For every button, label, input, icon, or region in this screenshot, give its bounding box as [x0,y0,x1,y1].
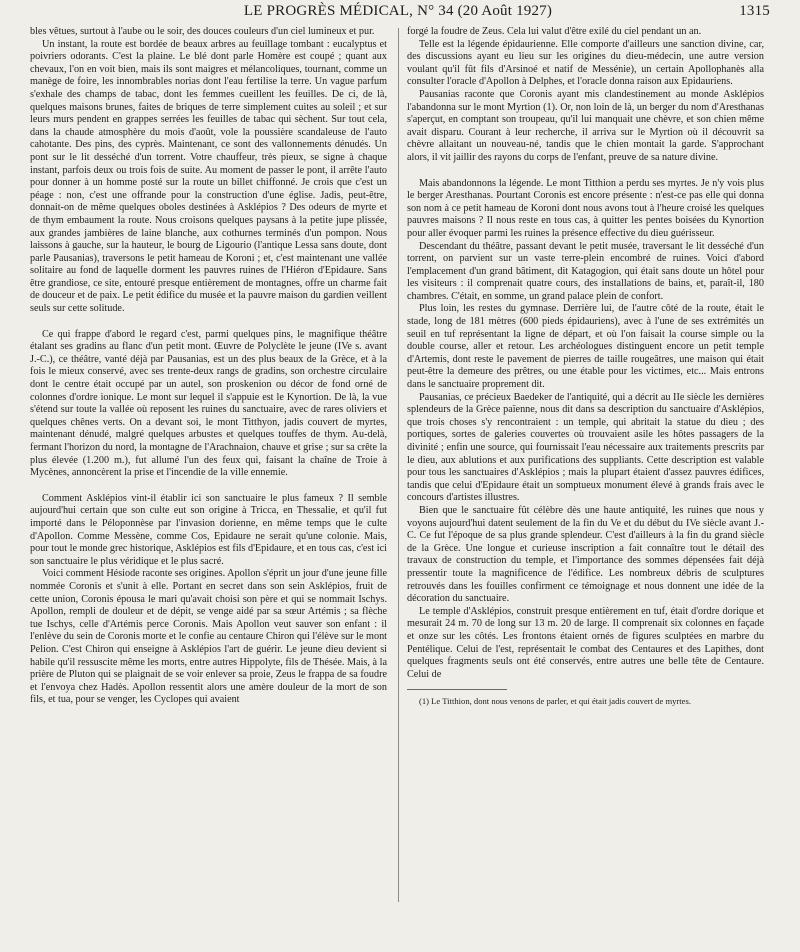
paragraph: Pausanias, ce précieux Baedeker de l'antiquité, qui a décrit au IIe siècle les dernières splendeurs de la Grèce païenne, nous dit dans sa description du sanctuaire d'Asklépios, que trois choses s'y rencontraient : un temple, qui abritait la statue du dieu ; des portiques, sortes de galeries couvertes où trouvaient asile les hôtes passagers de la divinité ; enfin une source, qui fournissait l'eau nécessaire aux traitements prescrits par le dieu, aux ablutions et aux purifications des suppliants. Cette description est valable pour tous les sanctuaires d'Asklépios ; mais la plupart étaient d'assez pauvres édifices, tandis que celui d'Epidaure était un somptueux monument élevé à grands frais avec le concours d'artistes illustres. [407,391,764,504]
footnote: (1) Le Titthion, dont nous venons de parler, et qui était jadis couvert de myrtes. [419,696,691,707]
paragraph: Mais abandonnons la légende. Le mont Titthion a perdu ses myrtes. Je n'y vois plus le berger Aresthanas. Pourtant Coronis est encore présente : n'est-ce pas elle qui donna son nom à ce petit hameau de Koroni dont nous avons tout à l'heure croisé les quelques pauvres maisons ? Il nous reste en tous cas, à quitter les pentes boisées du Kynortion pour aller évoquer parmi les ruines la présence effective du dieu guérisseur. [407,177,764,239]
paragraph: Telle est la légende épidaurienne. Elle comporte d'ailleurs une sanction divine, car, des discussions ayant eu lieu sur les origines du dieu-médecin, une autre version voulant qu'il fût fils d'Arsinoé et natif de Messénie), un certain Apollophanès alla consulter l'oracle d'Apollon à Delphes, et l'oracle donna raison aux Epidauriens. [407,38,764,88]
paragraph: Descendant du théâtre, passant devant le petit musée, traversant le lit desséché d'un torrent, on parvient sur un vaste terre-plein encombré de ruines. Voici d'abord l'emplacement d'un grand bâtiment, dit Katagogion, qui était sans doute un hôtel pour les visiteurs : il comprenait quatre cours, des installations de bains, et, paraît-il, 180 chambres. C'était, en somme, un grand palace plein de confort. [407,240,764,302]
right-column-paragraphs [407,26,764,681]
page-number: 1315 [739,3,770,19]
paragraph: bles vêtues, surtout à l'aube ou le soir, des douces couleurs d'un ciel lumineux et pur. [30,26,375,37]
paragraph: Plus loin, les restes du gymnase. Derrière lui, de l'autre côté de la route, était le stade, long de 181 mètres (600 pieds épidauriens), avec à l'une de ses extrémités un seuil en tuf représentant la ligne de départ, et où l'on faisait la course simple ou la double course, aller et retour. Les archéologues distinguent encore un petit temple d'Artemis, dont reste le pavement de pierres de taille rougeâtres, une maison qui était peut-être la demeure des prêtres, ou une étable pour les victimes, etc... Mais entrons dans le sanctuaire proprement dit. [407,303,764,391]
left-column [30,26,387,952]
paragraph: Ce qui frappe d'abord le regard c'est, parmi quelques pins, le magnifique théâtre étalant ses gradins au flanc d'un petit mont. Œuvre de Polyclète le jeune (IVe s. avant J.-C.), ce théâtre, vanté déjà par Pausanias, est un des plus beaux de la Grèce, et à la fois le mieux conservé, avec ses trente-deux rangs de gradins, son orchestre circulaire dont le centre était occupé par un autel, son proskenion ou décor de fond orné de colonnes d'ordre ionique. Le mont sur lequel il s'appuie est le Kynortion. De là, la vue s'étend sur toute la vallée où reposent les ruines du sanctuaire, avec de rares oliviers et quelques chênes verts. On a devant soi, le mont Titthyon, jadis couvert de myrtes, maintenant dénudé, malgré quelques arbustes et quelques touffes de thym. Au-delà, fermant l'horizon du nord, la montagne de l'Arachnaion, chauve et grise ; sur sa crête la plus élevée (1.200 m.), fut allumé l'un des feux qui, faisant la chaîne de Troie à Mycènes, annoncèrent la prise et l'incendie de la ville ennemie. [30,328,387,479]
paragraph: Voici comment Hésiode raconte ses origines. Apollon s'éprit un jour d'une jeune fille nommée Coronis et s'unit à elle. Portant en secret dans son sein Asklépios, fruit de cette union, Coronis épousa le mari qu'avait choisi son père et qui se nommait Ischys. Apollon, rempli de douleur et de dépit, se venge aidé par sa sœur Artémis ; sa flèche tue Ischys, celle d'Artémis perce Coronis. Mais Apollon veut sauver son enfant : il l'enlève du sein de Coronis morte et le confie au centaure Chiron qui l'élève sur le mont Pelion. C'est Chiron qui enseigne à Asklépios l'art de guérir. Le jeune dieu devient si habile qu'il ressuscite même les morts, entre autres Hippolyte, fils de Thésée. Mais, à la prière de Pluton qui se plaignait de se voir enlever sa proie, Zeus le frappa de sa foudre et l'envoya chez Hadès. Apollon ressentit alors une amère douleur de la mort de son fils, et tua, pour se venger, les Cyclopes qui avaient [30,568,387,706]
paragraph: Comment Asklépios vint-il établir ici son sanctuaire le plus fameux ? Il semble aujourd'hui certain que son culte eut son origine à Tricca, en Thessalie, et qu'il fut importé dans le Péloponnèse par l'invasion dorienne, en même temps que le culte d'Apollon. Comme Messène, comme Cos, Epidaure ne serait qu'une colonie. Mais, pour tout le monde grec historique, Asklépios est fils d'Epidaure, et en tous cas, c'est ici son sanctuaire le plus véridique et le plus sacré. [30,492,387,567]
paragraph: Bien que le sanctuaire fût célèbre dès une haute antiquité, les ruines que nous y voyons aujourd'hui datent seulement de la fin du Ve et du début du IVe siècle avant J.-C. Ce fut l'époque de sa plus grande splendeur. C'est d'ailleurs à la fin du grand siècle de la Grèce. Une longue et curieuse inscription a fait connaître tout le détail des travaux de construction du temple, et l'importance des sommes dépensées fait déjà pressentir toute la magnificence de l'édifice. Les nombreux débris de sculptures retrouvés dans les fouilles confirment ce témoignage et nous donnent une idée de la décoration du sanctuaire. [407,504,764,605]
paragraph: Pausanias raconte que Coronis ayant mis clandestinement au monde Asklépios l'abandonna sur le mont Myrtion (1). Or, non loin de là, un berger du nom d'Aresthanas s'aperçut, en comptant son troupeau, qu'il lui manquait une chèvre, et son chien même avait disparu. Courant à leur recherche, il arriva sur le Myrtion où il découvrit sa chèvre allaitant un nouveau-né, tandis que le chien montait la garde. S'approchant alors, il vit jaillir des rayons du corps de l'enfant, preuve de sa nature divine. [407,88,764,163]
footnote-divider [407,689,507,690]
paragraph: Un instant, la route est bordée de beaux arbres au feuillage tombant : eucalyptus et poivriers odorants. C'est la plaine. Le blé dont parle Homère est coupé ; quant aux chevaux, l'on en voit bien, mais ils sont maigres et mélancoliques, tournant, comme un manège de foire, les innombrables norias dont l'eau fertilise la terre. Un vague parfum s'exhale des champs de tabac, dont les femmes cueillent les feuilles. De ci, de là, quelques maisons brunes, faites de briques de terre simplement cuites au soleil ; et sur leurs murs pendent en grappes serrées les feuilles de tabac qui sèchent. Sur tout cela, dans la chaude atmosphère du mois d'août, vole la poussière scandaleuse de l'auto cahotante. Des pins, des cyprès. Maintenant, ce sont des vallonnements dénudés. Un pont sur le lit desséché d'un torrent. Votre chauffeur, très pieux, se signe à chaque instant, parfois deux ou trois fois de suite. Au moment de passer le pont, il arrête l'auto pour donner à un homme posté sur la route un billet chiffonné. Je crois que c'est un péage : non, c'est une offrande pour la construction d'une église. Jadis, peut-être, donnait-on de même quelques oboles destinées à Asklépios ? Des odeurs de myrte et de thym embaument la route. Nous croisons quelques paysans à la petite jupe plissée, aux grandes jambières de laine blanche, aux cothurnes terminés d'un pompon. Nous laissons à gauche, sur la hauteur, le bourg de Ligourio (l'antique Lessa sans doute, dont parle Pausanias), traversons le petit hameau de Koroni ; et, c'est maintenant une vallée solitaire au fond de laquelle dorment les pauvres ruines de l'Hiéron d'Epidaure. Sans être grandiose, ce site, entouré presque entièrement de montagnes, offre un charme fait de douceur et de paix. Le petit édifice du musée et la pauvre maison du gardien veillent seuls sur cette solitude. [30,38,387,315]
paragraph: Le temple d'Asklépios, construit presque entièrement en tuf, était d'ordre dorique et mesurait 24 m. 70 de long sur 13 m. 20 de large. Il comprenait six colonnes en façade et onze sur les côtés. Les frontons étaient ornés de figures sculptées en marbre du Pentélique. Celui de l'est, représentait le combat des Centaures et des Lapithes, dont quelques fragments seuls ont été conservés, entre autres une belle tête de Centaure. Celui de [407,605,764,680]
article-body [30,26,766,952]
right-column [407,26,764,952]
paragraph: forgé la foudre de Zeus. Cela lui valut d'être exilé du ciel pendant un an. [407,26,702,37]
journal-title: LE PROGRÈS MÉDICAL, N° 34 (20 Août 1927) [243,3,553,19]
running-header [26,0,770,24]
